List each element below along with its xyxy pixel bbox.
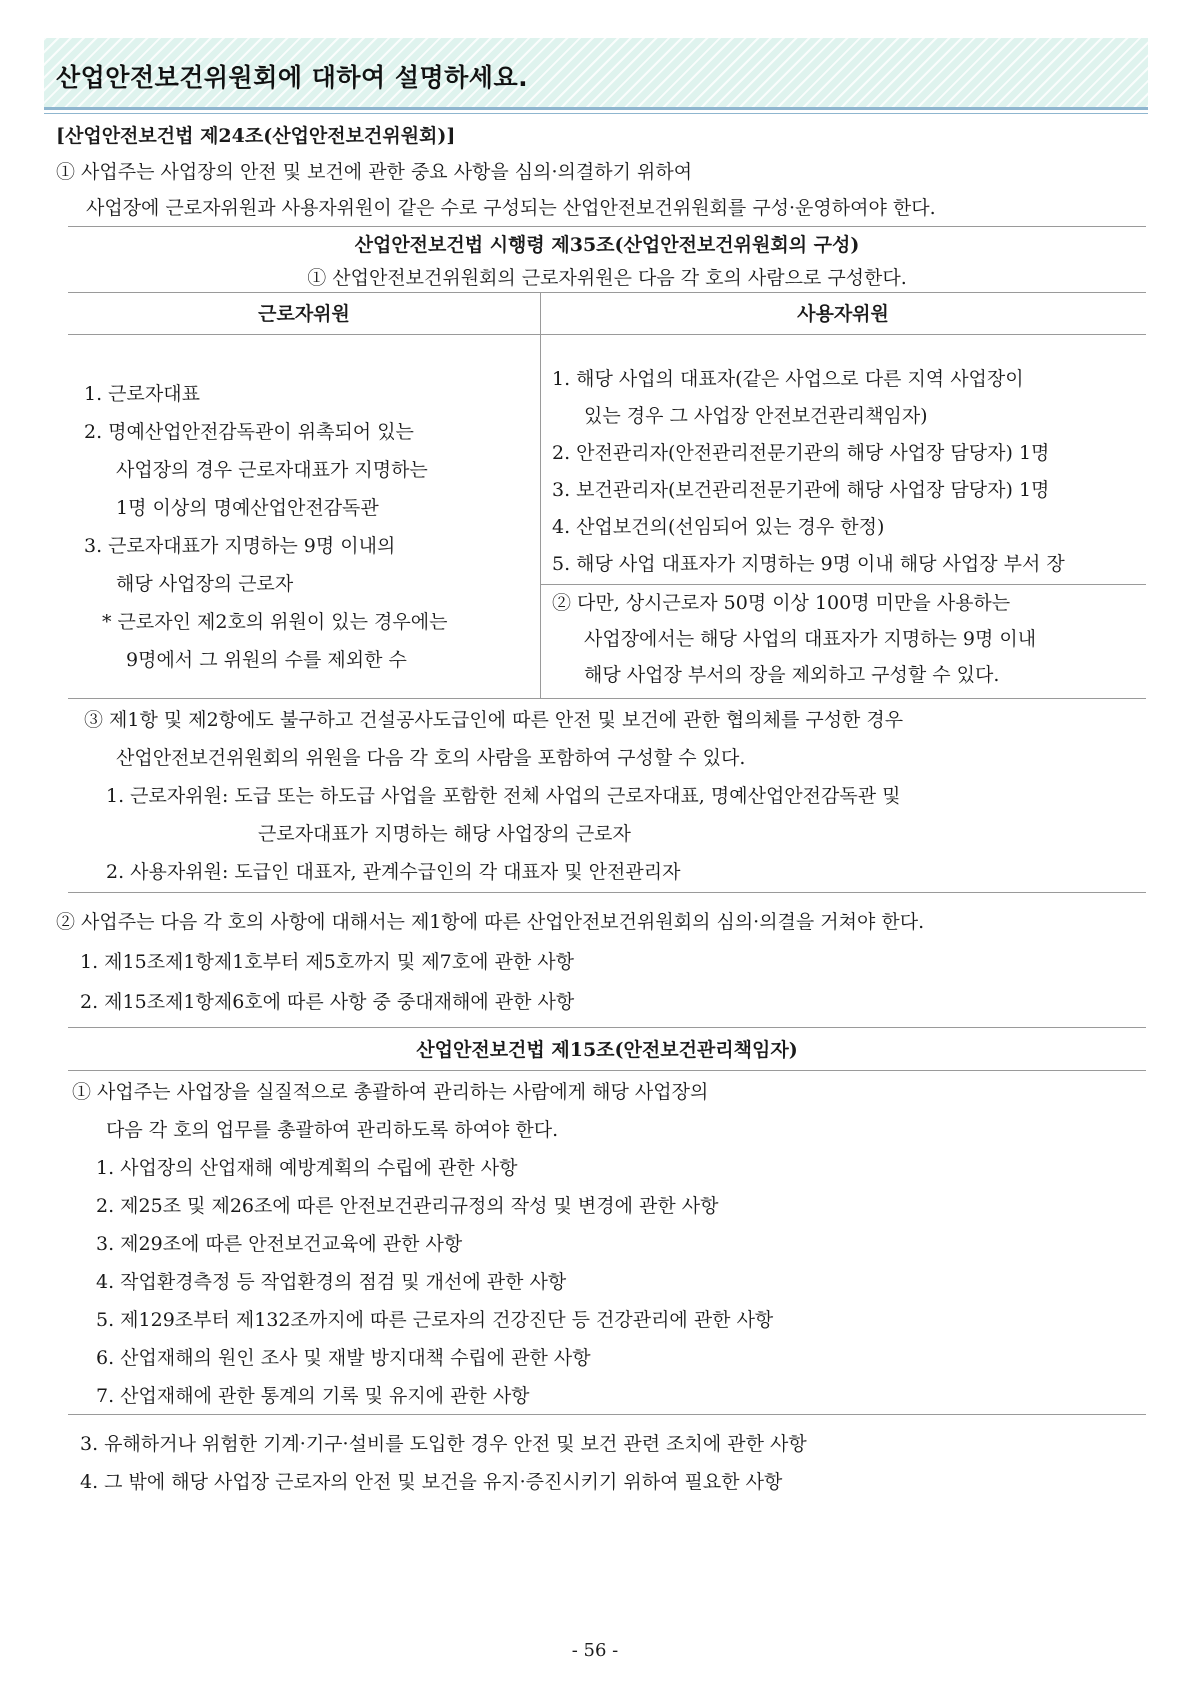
worker-line: 해당 사업장의 근로자 (116, 573, 294, 595)
page-title: 산업안전보건위원회에 대하여 설명하세요. (56, 63, 529, 92)
art15-bottom-rule (68, 1414, 1146, 1415)
art15-item: 2. 제25조 및 제26조에 따른 안전보건관리규정의 작성 및 변경에 관한 사항 (96, 1195, 719, 1217)
employer-note-line: 사업장에서는 해당 사업의 대표자가 지명하는 9명 이내 (584, 628, 1037, 650)
worker-line: 1명 이상의 명예산업안전감독관 (116, 497, 379, 519)
decree35-top-rule (68, 226, 1146, 227)
art15-item: 6. 산업재해의 원인 조사 및 재발 방지대책 수립에 관한 사항 (96, 1347, 591, 1369)
table-header-top-rule (68, 292, 1146, 293)
art15-item: 1. 사업장의 산업재해 예방계획의 수립에 관한 사항 (96, 1157, 518, 1179)
worker-line: 3. 근로자대표가 지명하는 9명 이내의 (84, 535, 396, 557)
art15-item: 5. 제129조부터 제132조까지에 따른 근로자의 건강진단 등 건강관리에 관한 사항 (96, 1309, 774, 1331)
art15-item: 4. 작업환경측정 등 작업환경의 점검 및 개선에 관한 사항 (96, 1271, 567, 1293)
art15-top-rule (68, 1027, 1146, 1028)
worker-line: 1. 근로자대표 (84, 383, 200, 405)
worker-line: 2. 명예산업안전감독관이 위촉되어 있는 (84, 421, 414, 443)
decree35-end-rule (68, 892, 1146, 893)
art24-p1-line1: ① 사업주는 사업장의 안전 및 보건에 관한 중요 사항을 심의·의결하기 위하여 (56, 161, 693, 183)
title-banner (44, 38, 1148, 110)
art15-line2: 다음 각 호의 업무를 총괄하여 관리하도록 하여야 한다. (106, 1119, 559, 1141)
art24-p2-item1: 1. 제15조제1항제1호부터 제5호까지 및 제7호에 관한 사항 (80, 951, 574, 973)
decree35-heading: 산업안전보건법 시행령 제35조(산업안전보건위원회의 구성) (354, 234, 860, 256)
decree35-intro: ① 산업안전보건위원회의 근로자위원은 다음 각 호의 사람으로 구성한다. (307, 267, 907, 289)
p3-line: 1. 근로자위원: 도급 또는 하도급 사업을 포함한 전체 사업의 근로자대표, 명예산업안전감독관 및 (106, 785, 901, 807)
art15-item: 7. 산업재해에 관한 통계의 기록 및 유지에 관한 사항 (96, 1385, 530, 1407)
employer-line: 2. 안전관리자(안전관리전문기관의 해당 사업장 담당자) 1명 (552, 442, 1050, 464)
p3-line: 산업안전보건위원회의 위원을 다음 각 호의 사람을 포함하여 구성할 수 있다. (116, 747, 746, 769)
art15-heading: 산업안전보건법 제15조(안전보건관리책임자) (416, 1039, 798, 1061)
p3-line: ③ 제1항 및 제2항에도 불구하고 건설공사도급인에 따른 안전 및 보건에 관한 협의체를 구성한 경우 (84, 709, 904, 731)
page-number: - 56 - (571, 1640, 619, 1661)
table-column-divider (540, 292, 541, 698)
employer-line: 5. 해당 사업 대표자가 지명하는 9명 이내 해당 사업장 부서 장 (552, 553, 1065, 575)
col-employer-header: 사용자위원 (797, 303, 889, 325)
art15-heading-rule (68, 1070, 1146, 1071)
art24-item3: 3. 유해하거나 위험한 기계·기구·설비를 도입한 경우 안전 및 보건 관련 조치에 관한 사항 (80, 1433, 807, 1455)
table-bottom-rule (68, 698, 1146, 699)
employer-line: 있는 경우 그 사업장 안전보건관리책임자) (584, 405, 928, 427)
employer-note-line: 해당 사업장 부서의 장을 제외하고 구성할 수 있다. (584, 664, 1000, 686)
col-worker-header: 근로자위원 (258, 303, 350, 325)
worker-note: 9명에서 그 위원의 수를 제외한 수 (126, 649, 407, 671)
art24-heading: [산업안전보건법 제24조(산업안전보건위원회)] (56, 125, 456, 147)
art24-p1-line2: 사업장에 근로자위원과 사용자위원이 같은 수로 구성되는 산업안전보건위원회를 구성·운영하여야 한다. (86, 197, 936, 219)
art24-p2-line1: ② 사업주는 다음 각 호의 사항에 대해서는 제1항에 따른 산업안전보건위원회의 심의·의결을 거쳐야 한다. (56, 911, 925, 933)
employer-line: 1. 해당 사업의 대표자(같은 사업으로 다른 지역 사업장이 (552, 368, 1024, 390)
p3-line: 근로자대표가 지명하는 해당 사업장의 근로자 (258, 823, 631, 845)
employer-line: 4. 산업보건의(선임되어 있는 경우 한정) (552, 516, 885, 538)
art15-item: 3. 제29조에 따른 안전보건교육에 관한 사항 (96, 1233, 463, 1255)
art15-line1: ① 사업주는 사업장을 실질적으로 총괄하여 관리하는 사람에게 해당 사업장의 (72, 1081, 709, 1103)
table-header-bottom-rule (68, 334, 1146, 335)
worker-note: * 근로자인 제2호의 위원이 있는 경우에는 (102, 611, 448, 633)
worker-line: 사업장의 경우 근로자대표가 지명하는 (116, 459, 428, 481)
employer-line: 3. 보건관리자(보건관리전문기관에 해당 사업장 담당자) 1명 (552, 479, 1050, 501)
employer-note-line: ② 다만, 상시근로자 50명 이상 100명 미만을 사용하는 (552, 592, 1011, 614)
art24-p2-item2: 2. 제15조제1항제6호에 따른 사항 중 중대재해에 관한 사항 (80, 991, 575, 1013)
employer-note-rule (540, 584, 1146, 585)
p3-line: 2. 사용자위원: 도급인 대표자, 관계수급인의 각 대표자 및 안전관리자 (106, 861, 681, 883)
art24-item4: 4. 그 밖에 해당 사업장 근로자의 안전 및 보건을 유지·증진시키기 위하여 필요한 사항 (80, 1471, 783, 1493)
